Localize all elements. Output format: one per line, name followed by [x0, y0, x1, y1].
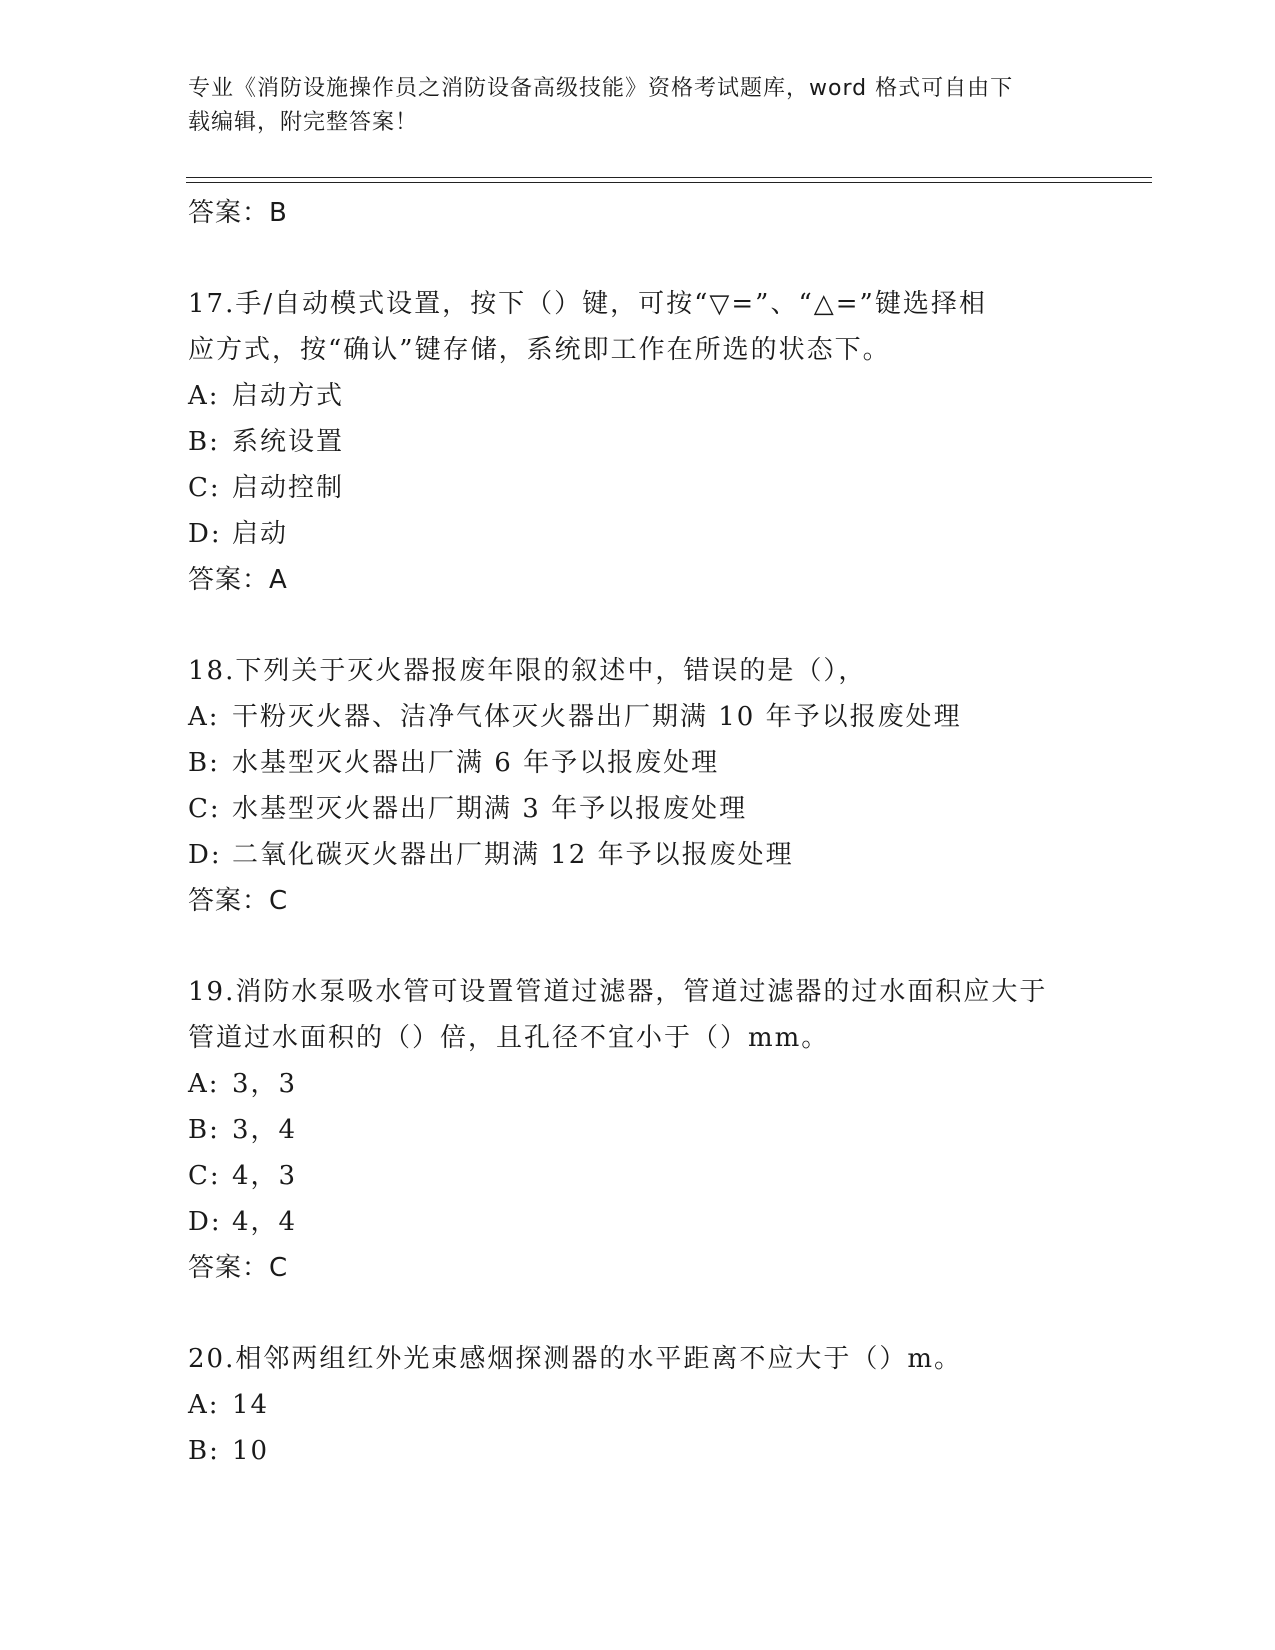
option-text: 3，4 — [232, 1115, 298, 1145]
question-text: 20.相邻两组红外光束感烟探测器的水平距离不应大于（）m。 — [188, 1344, 963, 1374]
answer-line: 答案：B — [188, 198, 288, 228]
option-key: A: — [188, 1390, 220, 1420]
option-key: B: — [188, 427, 220, 457]
document-header — [188, 72, 1068, 140]
option-c — [188, 786, 1088, 832]
option-key: B: — [188, 748, 220, 778]
option-d — [188, 1199, 1088, 1245]
question-block — [188, 1336, 1088, 1474]
option-text: 3，3 — [232, 1069, 298, 1099]
option-text: 4，4 — [232, 1207, 298, 1237]
option-text: 14 — [232, 1390, 270, 1420]
question-text: 管道过水面积的（）倍，且孔径不宜小于（）mm。 — [188, 1023, 830, 1053]
option-c — [188, 465, 1088, 511]
question-text: 19.消防水泵吸水管可设置管道过滤器，管道过滤器的过水面积应大于 — [188, 977, 1048, 1007]
header-rule-top — [186, 177, 1152, 178]
question-text: 17.手/自动模式设置，按下（）键，可按“▽=”、“△=”键选择相 — [188, 289, 987, 319]
option-key: D: — [188, 519, 222, 549]
question-text: 18.下列关于灭火器报废年限的叙述中，错误的是（）， — [188, 656, 867, 686]
option-key: D: — [188, 840, 222, 870]
option-d — [188, 832, 1088, 878]
question-block — [188, 281, 1088, 603]
option-a — [188, 1061, 1088, 1107]
option-key: C: — [188, 794, 221, 824]
option-a — [188, 373, 1088, 419]
option-key: B: — [188, 1436, 220, 1466]
option-b — [188, 740, 1088, 786]
option-c — [188, 1153, 1088, 1199]
option-text: 启动控制 — [232, 473, 345, 503]
option-key: C: — [188, 1161, 221, 1191]
option-text: 4，3 — [232, 1161, 298, 1191]
option-text: 10 — [232, 1436, 270, 1466]
option-text: 干粉灭火器、洁净气体灭火器出厂期满 10 年予以报废处理 — [232, 702, 962, 732]
option-text: 系统设置 — [232, 427, 345, 457]
option-text: 水基型灭火器出厂期满 3 年予以报废处理 — [232, 794, 748, 824]
question-block — [188, 969, 1088, 1291]
option-text: 启动 — [232, 519, 289, 549]
option-text: 启动方式 — [232, 381, 345, 411]
option-text: 二氧化碳灭火器出厂期满 12 年予以报废处理 — [232, 840, 794, 870]
option-key: A: — [188, 381, 220, 411]
answer-line: 答案：C — [188, 886, 289, 916]
answer-line: 答案：A — [188, 565, 288, 595]
option-key: C: — [188, 473, 221, 503]
question-block — [188, 648, 1088, 924]
option-a — [188, 1382, 1088, 1428]
option-a — [188, 694, 1088, 740]
question-text: 应方式，按“确认”键存储，系统即工作在所选的状态下。 — [188, 335, 891, 365]
answer-line: 答案：C — [188, 1253, 289, 1283]
option-text: 水基型灭火器出厂满 6 年予以报废处理 — [232, 748, 720, 778]
option-key: B: — [188, 1115, 220, 1145]
option-b — [188, 1428, 1088, 1474]
header-rule-bottom — [186, 182, 1152, 183]
option-b — [188, 1107, 1088, 1153]
option-key: D: — [188, 1207, 222, 1237]
header-line-2: 载编辑，附完整答案！ — [188, 110, 419, 135]
header-line-1: 专业《消防设施操作员之消防设备高级技能》资格考试题库，word 格式可自由下 — [188, 76, 1014, 101]
question-list — [188, 190, 1088, 1474]
option-b — [188, 419, 1088, 465]
option-key: A: — [188, 702, 220, 732]
option-key: A: — [188, 1069, 220, 1099]
option-d — [188, 511, 1088, 557]
